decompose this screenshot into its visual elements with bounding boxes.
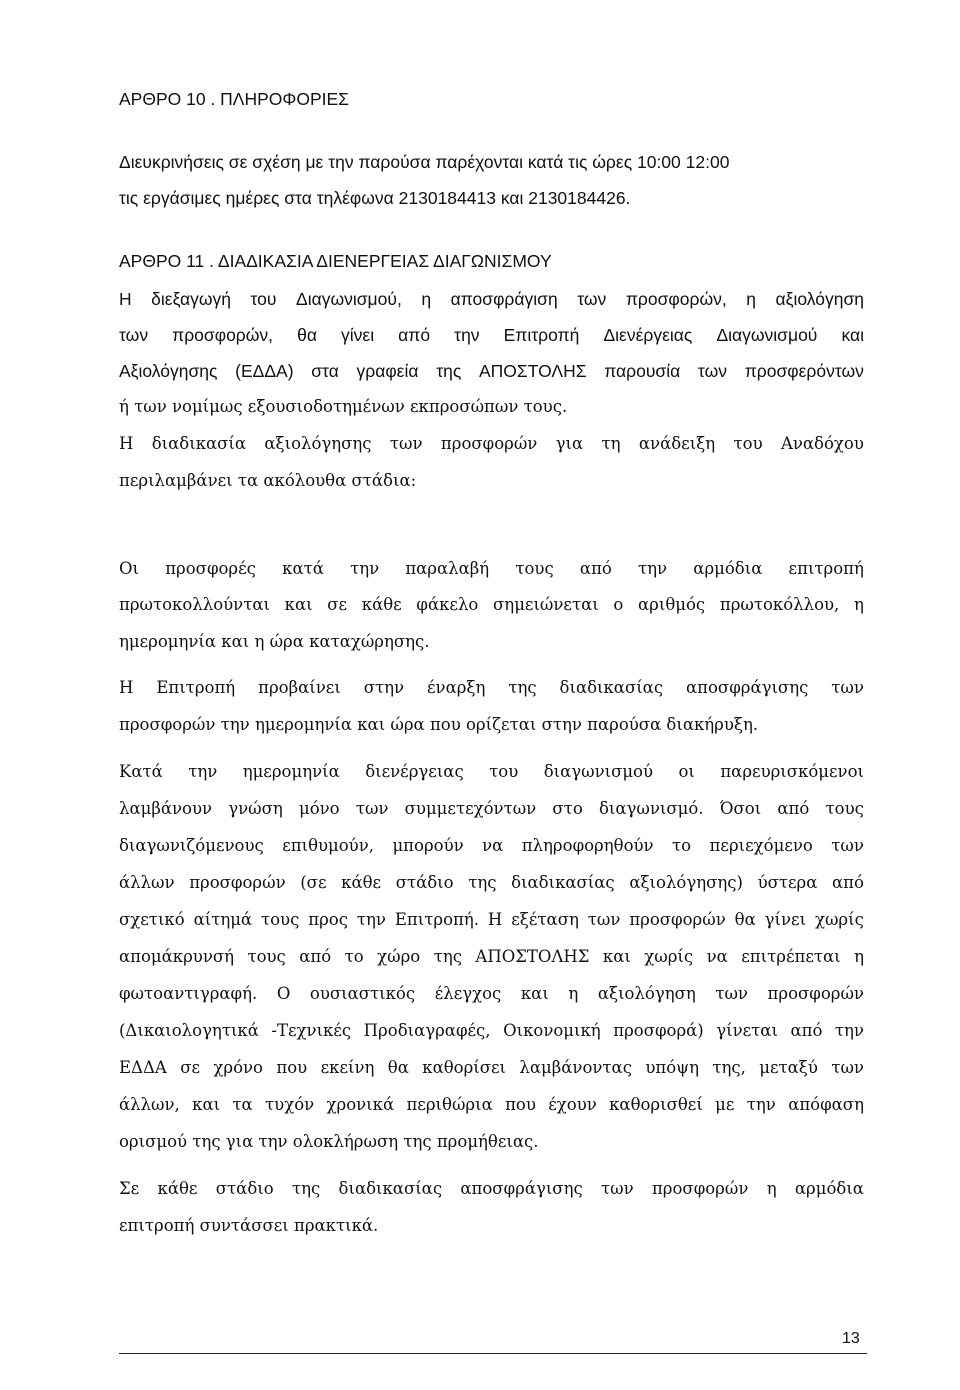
word: αρμόδια (693, 559, 763, 578)
word: αριθμός (638, 595, 706, 614)
paragraph-line (119, 801, 864, 818)
paragraph-line (119, 764, 864, 781)
word: αποσφράγισης (686, 678, 809, 697)
paragraph-line: ημερομηνία και η ώρα καταχώρησης. (119, 632, 430, 651)
word: γίνεται (716, 1021, 778, 1040)
word: στην (363, 678, 405, 697)
word: της (433, 947, 462, 966)
word: παραλαβή (405, 559, 490, 578)
word: προσφορών (767, 984, 864, 1003)
paragraph-line (119, 436, 864, 453)
word: αποσφράγιση (450, 289, 558, 309)
word: Προδιαγραφές, (363, 1021, 491, 1040)
word: σε (327, 595, 348, 614)
word: προς (308, 910, 348, 929)
word: σχετικό (119, 910, 185, 929)
word: αξιολόγησης (264, 434, 372, 453)
word: λαμβάνουν (119, 799, 213, 818)
word: του (250, 289, 277, 309)
word: του (489, 762, 519, 781)
word: της (508, 678, 537, 697)
paragraph-line (119, 912, 864, 929)
word: η (568, 984, 579, 1003)
word: γίνει (341, 325, 375, 345)
word: Διαγωνισμού (716, 325, 818, 345)
word: Οικονομική (503, 1021, 601, 1040)
paragraph-line (119, 291, 864, 309)
word: Ο (276, 984, 291, 1003)
word: φωτοαντιγραφή. (119, 984, 258, 1003)
article-10-line: Διευκρινήσεις σε σχέση με την παρούσα παρέχονται κατά τις ώρες 10:00 12:00 (119, 152, 730, 172)
paragraph-line: ορισμού της για την ολοκλήρωση της προμήθειας. (119, 1132, 539, 1151)
word: καθορισθεί (609, 1095, 703, 1114)
word: Επιτροπή (503, 325, 580, 345)
word: ουσιαστικός (309, 984, 416, 1003)
word: ΑΠΟΣΤΟΛΗΣ (478, 361, 587, 381)
word: τυχόν (265, 1095, 315, 1114)
word: έχουν (548, 1095, 597, 1114)
word: αίτημά (193, 910, 253, 929)
word: παρουσία (604, 361, 681, 381)
word: από (777, 799, 810, 818)
word: γνώση (228, 799, 283, 818)
word: έλεγχος (434, 984, 502, 1003)
word: διεξαγωγή (151, 289, 231, 309)
word: Διενέργειας (603, 325, 693, 345)
word: το (344, 947, 364, 966)
paragraph-line: προσφορών την ημερομηνία και ώρα που ορίζεται στην παρούσα διακήρυξη. (119, 715, 759, 734)
article-10-line: τις εργάσιμες ημέρες στα τηλέφωνα 2130184413 και 2130184426. (119, 188, 631, 208)
word: από (299, 947, 332, 966)
word: ΕΔΔΑ (119, 1058, 167, 1077)
word: απομάκρυνσή (119, 947, 235, 966)
word: -Τεχνικές (271, 1021, 352, 1040)
word: εξέταση (511, 910, 579, 929)
word: προσφορών (440, 434, 538, 453)
word: να (482, 836, 504, 855)
word: διαγωνισμό. (598, 799, 704, 818)
word: Η (119, 289, 132, 309)
word: Επιτροπή (156, 678, 236, 697)
word: των (601, 1179, 634, 1198)
article-10-heading: ΑΡΘΡΟ 10 . ΠΛΗΡΟΦΟΡΙΕΣ (119, 89, 350, 109)
word: χωρίς (814, 910, 864, 929)
word: σημειώνεται (493, 595, 599, 614)
word: των (831, 836, 864, 855)
word: πληροφορηθούν (521, 836, 654, 855)
word: Διαγωνισμού, (296, 289, 402, 309)
word: αξιολόγηση (597, 984, 696, 1003)
word: Αξιολόγησης (119, 361, 218, 381)
word: προσφορά) (613, 1021, 704, 1040)
word: Αναδόχου (780, 434, 864, 453)
word: προσφερόντων (744, 361, 864, 381)
word: επιτρέπεται (741, 947, 841, 966)
word: διενέργειας (365, 762, 464, 781)
word: και (841, 325, 864, 345)
word: έναρξη (427, 678, 486, 697)
word: με (715, 1095, 735, 1114)
word: από (398, 325, 431, 345)
paragraph-line: ή των νομίμως εξουσιοδοτημένων εκπροσώπων τους. (119, 397, 568, 416)
word: άλλων (119, 873, 175, 892)
paragraph-line (119, 986, 864, 1003)
word: παρευρισκόμενοι (720, 762, 864, 781)
word: των (697, 361, 728, 381)
word: από (579, 559, 612, 578)
word: (Δικαιολογητικά (119, 1021, 259, 1040)
word: η (766, 1179, 777, 1198)
word: περιεχόμενο (709, 836, 813, 855)
word: Οι (119, 559, 139, 578)
word: τους (825, 799, 864, 818)
word: διαδικασία (151, 434, 247, 453)
word: χώρο (377, 947, 421, 966)
word: την (746, 1095, 776, 1114)
word: η (421, 289, 432, 309)
word: προσφορών (629, 910, 726, 929)
word: στάδιο (215, 1179, 274, 1198)
word: πρωτοκολλούνται (119, 595, 270, 614)
word: θα (297, 325, 317, 345)
word: Η (119, 678, 134, 697)
word: διαδικασίας (559, 678, 664, 697)
word: την (356, 910, 386, 929)
word: ΑΠΟΣΤΟΛΗΣ (475, 947, 590, 966)
word: των (715, 984, 748, 1003)
word: αρμόδια (794, 1179, 864, 1198)
word: κάθε (341, 873, 382, 892)
word: φάκελο (416, 595, 479, 614)
paragraph-line (119, 363, 864, 381)
word: επιτροπή (788, 559, 864, 578)
footer-divider (119, 1353, 867, 1354)
word: προσφορών, (625, 289, 727, 309)
word: εκείνη (320, 1058, 375, 1077)
word: τους (247, 947, 286, 966)
word: κάθε (157, 1179, 198, 1198)
word: μεταξύ (759, 1058, 818, 1077)
paragraph-line: περιλαμβάνει τα ακόλουθα στάδια: (119, 471, 417, 490)
word: διαδικασίας (511, 873, 615, 892)
paragraph-line: επιτροπή συντάσσει πρακτικά. (119, 1216, 379, 1235)
word: των (355, 799, 389, 818)
word: χρόνο (213, 1058, 263, 1077)
word: Κατά (119, 762, 163, 781)
word: της, (712, 1058, 746, 1077)
word: κατά (282, 559, 324, 578)
word: θα (387, 1058, 409, 1077)
word: των (831, 678, 864, 697)
word: των (587, 910, 621, 929)
word: γίνει (764, 910, 807, 929)
word: αξιολόγησης) (629, 873, 743, 892)
word: επιθυμούν, (282, 836, 374, 855)
word: τη (601, 434, 621, 453)
word: άλλων, (119, 1095, 180, 1114)
word: των (831, 1058, 864, 1077)
paragraph-line (119, 680, 864, 697)
word: Η (487, 910, 503, 929)
paragraph-line (119, 597, 864, 614)
paragraph-line (119, 561, 864, 578)
word: Όσοι (719, 799, 762, 818)
word: κάθε (361, 595, 402, 614)
word: (ΕΔΔΑ) (235, 361, 294, 381)
word: από (832, 873, 864, 892)
word: την (350, 559, 380, 578)
word: χρονικά (326, 1095, 395, 1114)
word: της (436, 361, 462, 381)
word: υπόψη (645, 1058, 699, 1077)
word: η (854, 947, 864, 966)
word: την (188, 762, 218, 781)
word: μόνο (298, 799, 340, 818)
page-number: 13 (842, 1330, 860, 1347)
word: προσφορών (189, 873, 286, 892)
word: αποσφράγισης (460, 1179, 583, 1198)
word: η (746, 289, 756, 309)
word: για (555, 434, 584, 453)
word: οι (678, 762, 695, 781)
word: των (577, 289, 607, 309)
word: της (468, 873, 497, 892)
word: διαγωνιζόμενους (119, 836, 264, 855)
word: διαδικασίας (338, 1179, 443, 1198)
word: προσφορών (651, 1179, 749, 1198)
word: Σε (119, 1179, 140, 1198)
word: Η (119, 434, 134, 453)
word: των (389, 434, 423, 453)
word: που (276, 1058, 308, 1077)
word: διαγωνισμού (543, 762, 654, 781)
word: αξιολόγηση (775, 289, 864, 309)
word: περιθώρια (406, 1095, 493, 1114)
word: καθορίσει (422, 1058, 507, 1077)
word: και (520, 984, 549, 1003)
word: συμμετεχόντων (404, 799, 537, 818)
paragraph-line (119, 838, 864, 855)
word: της (291, 1179, 321, 1198)
word: χωρίς (644, 947, 694, 966)
word: την (638, 559, 668, 578)
word: ημερομηνία (242, 762, 340, 781)
word: στα (311, 361, 339, 381)
word: ο (613, 595, 624, 614)
paragraph-line (119, 1097, 864, 1114)
word: των (119, 325, 149, 345)
word: στο (552, 799, 583, 818)
word: προβαίνει (258, 678, 341, 697)
word: σε (180, 1058, 200, 1077)
word: την (454, 325, 480, 345)
paragraph-line (119, 327, 864, 345)
word: γραφεία (356, 361, 419, 381)
word: μπορούν (392, 836, 464, 855)
word: να (706, 947, 728, 966)
word: του (733, 434, 763, 453)
word: προσφορών, (172, 325, 274, 345)
word: τους (515, 559, 554, 578)
word: η (854, 595, 864, 614)
article-11-heading: ΑΡΘΡΟ 11 . ΔΙΑΔΙΚΑΣΙΑ ΔΙΕΝΕΡΓΕΙΑΣ ΔΙΑΓΩΝΙΣΜΟΥ (119, 251, 552, 271)
word: ανάδειξη (638, 434, 716, 453)
paragraph-line (119, 1181, 864, 1198)
paragraph-line (119, 949, 864, 966)
word: ύστερα (757, 873, 818, 892)
word: τους (261, 910, 300, 929)
word: πρωτοκόλλου, (719, 595, 840, 614)
paragraph-line (119, 1023, 864, 1040)
word: και (602, 947, 631, 966)
word: θα (734, 910, 756, 929)
word: προσφορές (165, 559, 256, 578)
word: και (192, 1095, 221, 1114)
word: το (672, 836, 692, 855)
word: και (284, 595, 313, 614)
word: απόφαση (788, 1095, 864, 1114)
paragraph-line (119, 875, 864, 892)
word: τα (232, 1095, 253, 1114)
word: λαμβάνοντας (519, 1058, 632, 1077)
paragraph-line (119, 1060, 864, 1077)
word: Επιτροπή. (394, 910, 479, 929)
word: (σε (300, 873, 327, 892)
word: στάδιο (395, 873, 454, 892)
word: από (790, 1021, 823, 1040)
word: την (834, 1021, 864, 1040)
word: που (505, 1095, 536, 1114)
